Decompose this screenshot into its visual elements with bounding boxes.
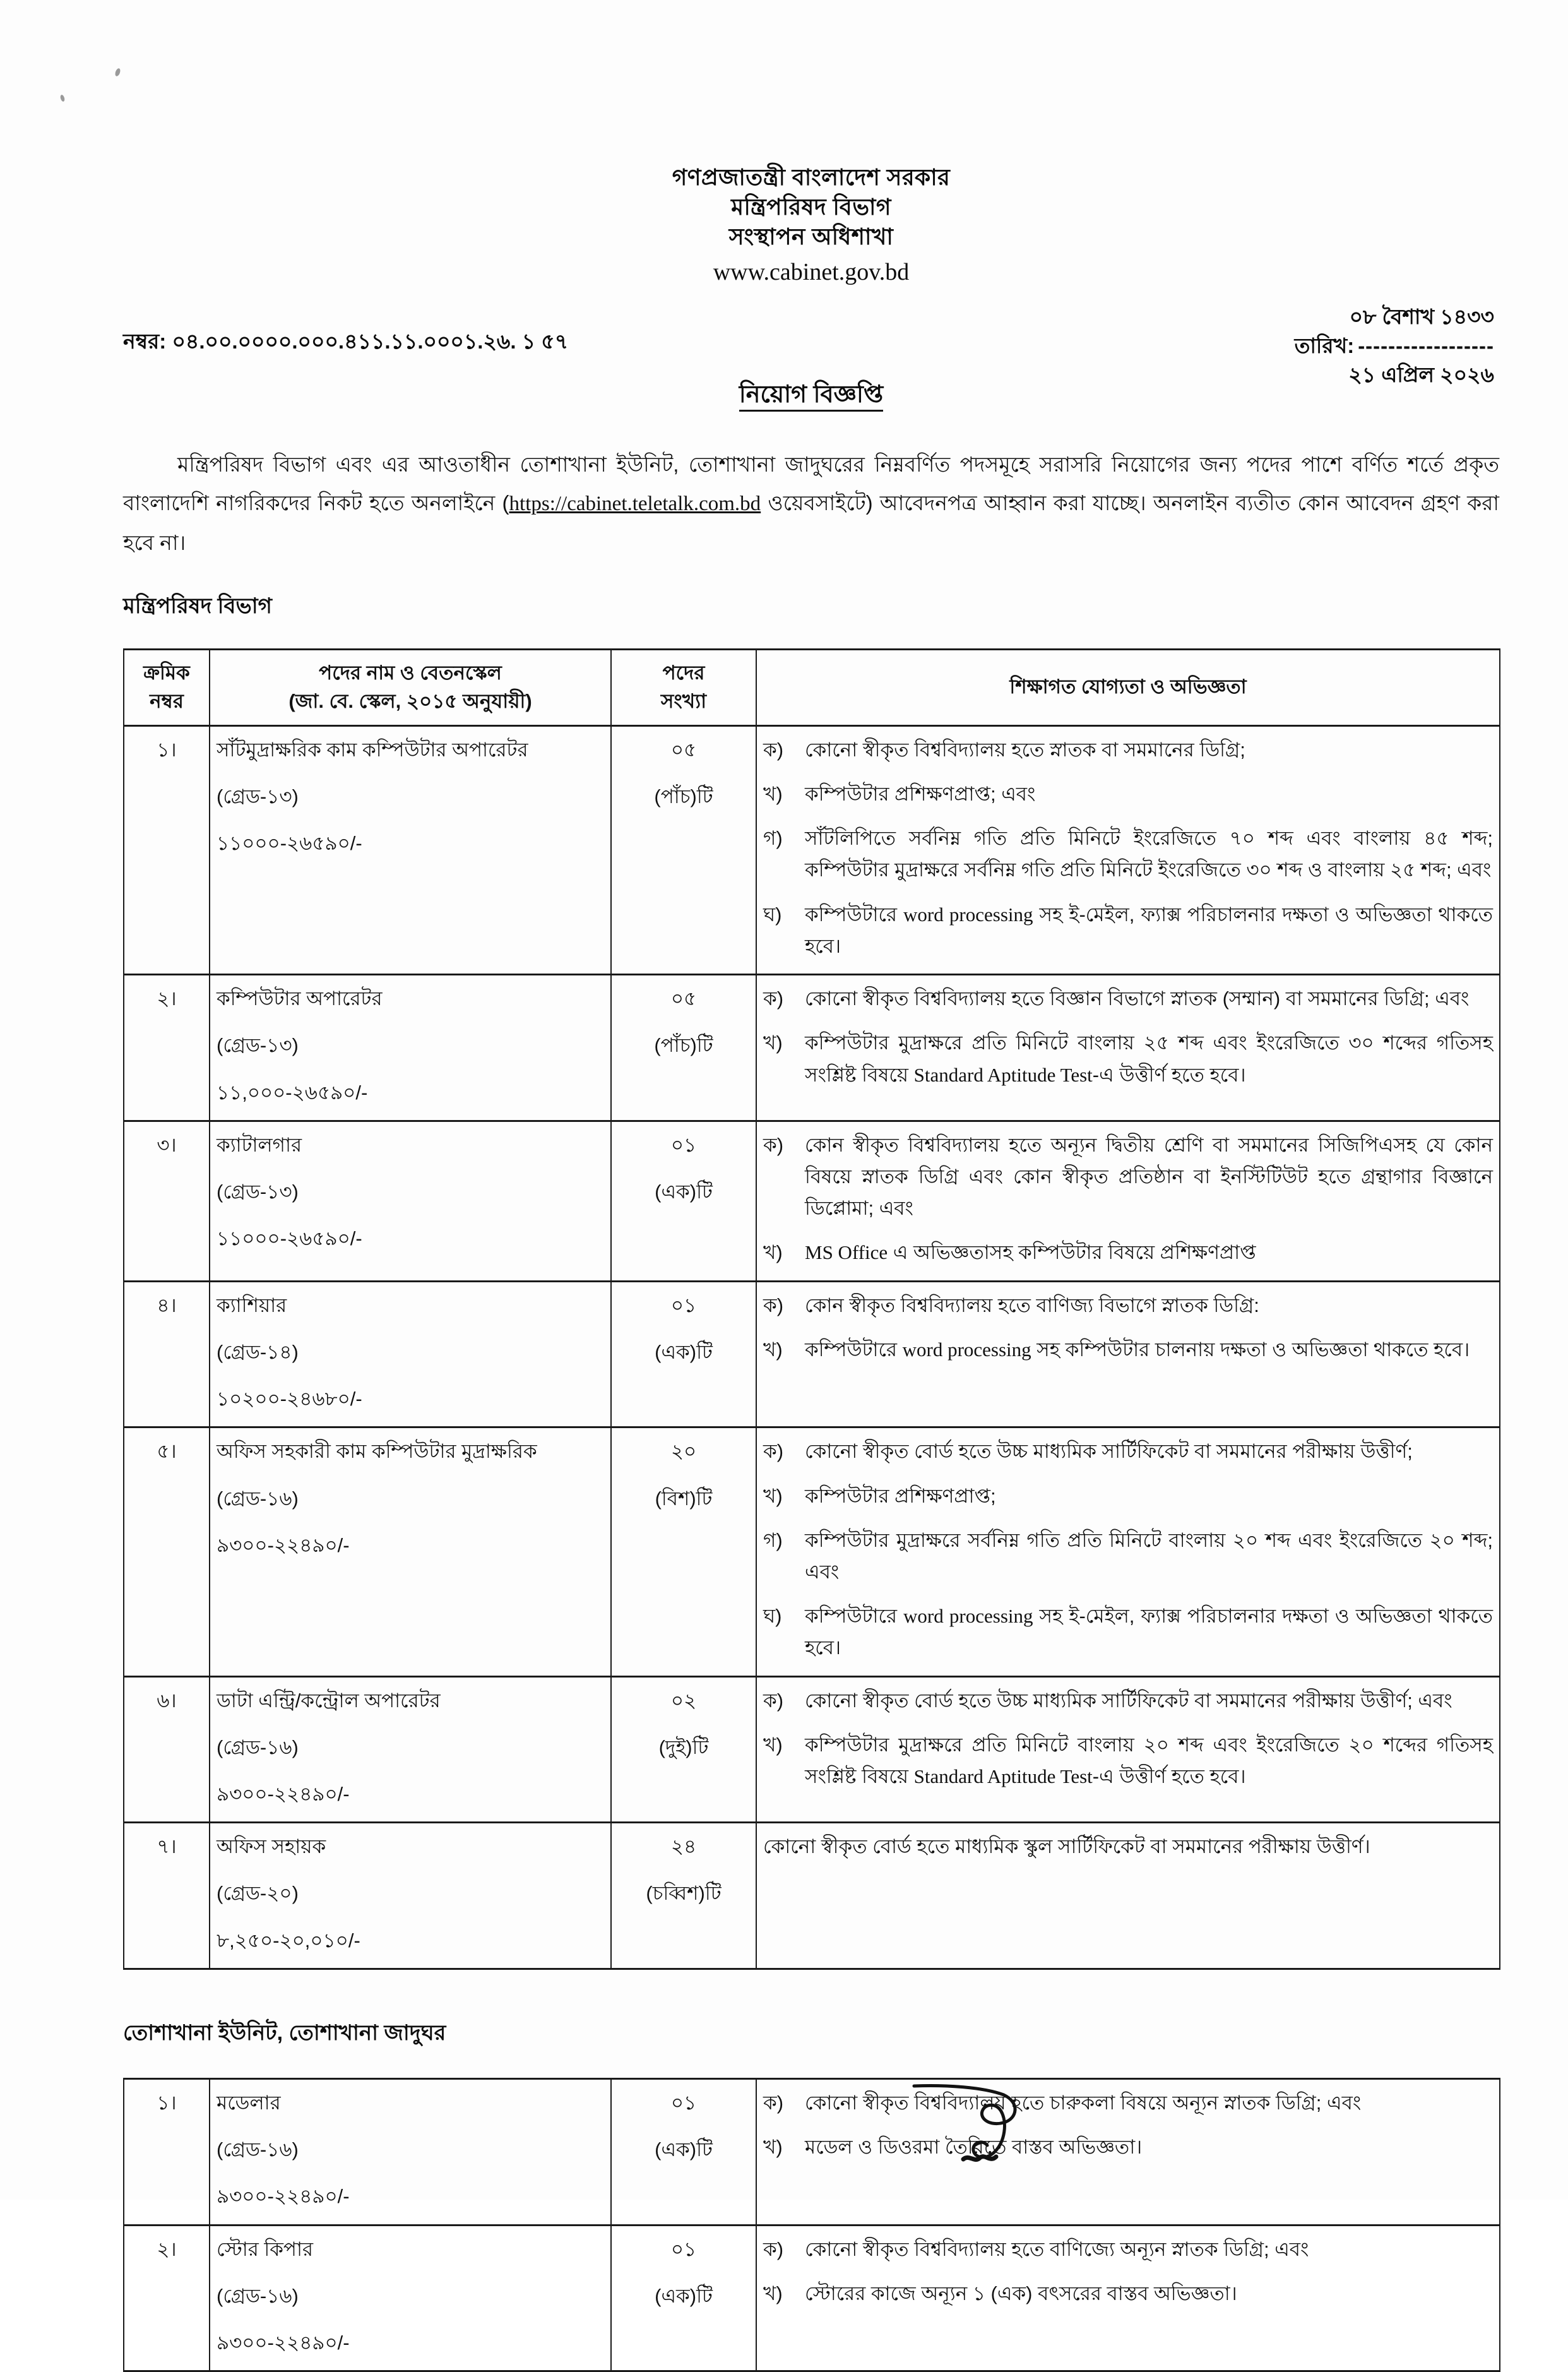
jobs-table-toshakhana-unit — [123, 2078, 1500, 2372]
cell-qualification — [756, 2078, 1500, 2225]
intro-paragraph — [123, 445, 1499, 562]
cell-serial: ১। — [124, 2078, 210, 2225]
scan-speck — [114, 68, 121, 77]
cell-post-name — [210, 1823, 611, 1969]
qualification-item — [763, 1729, 1493, 1792]
qualification-list — [763, 2234, 1493, 2309]
qualification-marker: ঘ) — [763, 1605, 782, 1628]
cell-serial: ২। — [124, 975, 210, 1121]
qualification-marker: গ) — [763, 827, 783, 850]
table-row — [124, 725, 1500, 974]
table-row — [124, 1121, 1500, 1281]
qualification-item — [763, 1600, 1493, 1664]
qualification-text: কম্পিউটার মুদ্রাক্ষরে প্রতি মিনিটে বাংলায় ২৫ শব্দ এবং ইংরেজিতে ৩০ শব্দের গতিসহ সংশ্লিষ্ট বিষয়ে Standard Aptitude Test-এ উত্তীর্ণ হতে হবে। — [805, 1032, 1493, 1086]
post-count-word: (এক)টি — [655, 2138, 713, 2161]
cell-post-name — [210, 975, 611, 1121]
qualification-marker: ক) — [763, 2238, 784, 2260]
qualification-text: কোনো স্বীকৃত বিশ্ববিদ্যালয় হতে বিজ্ঞান বিভাগে স্নাতক (সম্মান) বা সমমানের ডিগ্রি; এবং — [805, 987, 1470, 1010]
table-row — [124, 1676, 1500, 1823]
cell-post-count — [611, 2078, 756, 2225]
qualification-marker: খ) — [763, 1241, 783, 1264]
qualification-marker: ক) — [763, 1440, 784, 1463]
cell-post-count — [611, 975, 756, 1121]
table-row — [124, 1823, 1500, 1969]
cell-qualification — [756, 1427, 1500, 1676]
qualification-text: কোনো স্বীকৃত বিশ্ববিদ্যালয় হতে বাণিজ্যে অন্যূন স্নাতক ডিগ্রি; এবং — [805, 2238, 1309, 2260]
post-salary-scale: ১১০০০-২৬৫৯০/- — [217, 832, 362, 855]
bangla-date: ০৮ বৈশাখ ১৪৩৩ — [1349, 304, 1494, 328]
jobs-table-cabinet-division — [123, 648, 1500, 1970]
website-url[interactable]: www.cabinet.gov.bd — [713, 259, 910, 286]
cell-serial: ৫। — [124, 1427, 210, 1676]
qualification-marker: গ) — [763, 1529, 783, 1551]
qualification-item — [763, 1334, 1493, 1366]
masthead — [123, 0, 1499, 289]
cell-post-count — [611, 2225, 756, 2371]
post-title: ক্যাশিয়ার — [217, 1294, 287, 1316]
qualification-text: কম্পিউটার মুদ্রাক্ষরে সর্বনিম্ন গতি প্রতি মিনিটে বাংলায় ২০ শব্দ এবং ইংরেজিতে ২০ শব্দ; এবং — [805, 1529, 1493, 1583]
qualification-text: কম্পিউটারে word processing সহ ই-মেইল, ফ্যাক্স পরিচালনার দক্ষতা ও অভিজ্ঞতা থাকতে হবে। — [805, 903, 1494, 957]
cell-post-name — [210, 1676, 611, 1823]
qualification-item — [763, 2131, 1493, 2163]
qualification-text: কম্পিউটার প্রশিক্ষণপ্রাপ্ত; — [805, 1484, 996, 1507]
post-count-number: ০১ — [670, 1133, 697, 1156]
post-salary-scale: ৯৩০০-২২৪৯০/- — [217, 1783, 350, 1806]
col-header-post-line1: পদের নাম ও বেতনস্কেল — [319, 661, 502, 684]
qualification-marker: খ) — [763, 1484, 783, 1507]
intro-before-link: মন্ত্রিপরিষদ বিভাগ এবং এর আওতাধীন তোশাখানা ইউনিট, তোশাখানা জাদুঘরের নিম্নবর্ণিত পদসমূহে সরাসরি নিয়োগের জন্য পদের পাশে বর্ণিত শর্তে প্রকৃত বাংলাদেশি নাগরিকদের নিকট হতে অনলাইনে ( — [123, 452, 1499, 515]
post-grade: (গ্রেড-১৬) — [217, 2138, 299, 2161]
post-grade: (গ্রেড-১৩) — [217, 785, 299, 808]
post-count-number: ০৫ — [670, 987, 697, 1010]
post-count-word: (এক)টি — [655, 1340, 713, 1363]
scan-speck — [59, 94, 65, 102]
post-count-word: (পাঁচ)টি — [654, 1034, 713, 1057]
signature-mark — [909, 2083, 1098, 2178]
table-header-row — [124, 649, 1500, 725]
post-count-word: (বিশ)টি — [655, 1487, 713, 1510]
qualification-marker: খ) — [763, 2136, 783, 2159]
qualification-text: কোনো স্বীকৃত বিশ্ববিদ্যালয় হতে চারুকলা বিষয়ে অন্যূন স্নাতক ডিগ্রি; এবং — [805, 2091, 1362, 2114]
qualification-item — [763, 899, 1493, 962]
qualification-marker: খ) — [763, 1032, 783, 1054]
cell-post-count — [611, 1676, 756, 1823]
table-body — [124, 2078, 1500, 2371]
qualification-item — [763, 823, 1493, 886]
post-count-number: ০১ — [670, 2238, 697, 2260]
branch-name: সংস্থাপন অধিশাখা — [728, 223, 894, 249]
table-row — [124, 1427, 1500, 1676]
table-row — [124, 2078, 1500, 2225]
qualification-text: মডেল ও ডিওরমা তৈরিতে বাস্তব অভিজ্ঞতা। — [805, 2136, 1143, 2159]
qualification-text: কম্পিউটার প্রশিক্ষণপ্রাপ্ত; এবং — [805, 783, 1036, 806]
cell-qualification — [756, 975, 1500, 1121]
qualification-item — [763, 1481, 1493, 1512]
table-row — [124, 2225, 1500, 2371]
qualification-list — [763, 1290, 1493, 1366]
post-title: মডেলার — [217, 2091, 281, 2114]
date-label: তারিখ: — [1294, 333, 1355, 357]
qualification-item — [763, 1685, 1493, 1717]
qualification-text: কোন স্বীকৃত বিশ্ববিদ্যালয় হতে অন্যূন দ্বিতীয় শ্রেণি বা সমমানের সিজিপিএসহ যে কোন বিষয়ে স্নাতক ডিগ্রি এবং কোন স্বীকৃত প্রতিষ্ঠান বা ইনস্টিটিউট হতে গ্রন্থাগার বিজ্ঞানে ডিপ্লোমা; এবং — [805, 1133, 1493, 1220]
qualification-list — [763, 1129, 1493, 1269]
cell-post-name — [210, 725, 611, 974]
cell-serial: ৩। — [124, 1121, 210, 1281]
qualification-text: MS Office এ অভিজ্ঞতাসহ কম্পিউটার বিষয়ে প্রশিক্ষণপ্রাপ্ত — [805, 1241, 1256, 1264]
post-grade: (গ্রেড-১৩) — [217, 1180, 299, 1203]
qualification-item — [763, 2278, 1493, 2309]
post-grade: (গ্রেড-১৬) — [217, 2284, 299, 2307]
cell-post-name — [210, 1121, 611, 1281]
cell-post-name — [210, 2078, 611, 2225]
col-header-count-line1: পদের — [662, 661, 705, 684]
qualification-marker: ঘ) — [763, 903, 782, 926]
post-salary-scale: ১০২০০-২৪৬৮০/- — [217, 1388, 362, 1410]
intro-after-link: ওয়েবসাইটে) আবেদনপত্র আহ্বান করা যাচ্ছে। অনলাইন ব্যতীত কোন আবেদন গ্রহণ করা হবে না। — [123, 491, 1499, 554]
qualification-list — [763, 734, 1493, 962]
col-header-serial: ক্রমিক নম্বর — [124, 649, 210, 725]
qualification-text: কম্পিউটার মুদ্রাক্ষরে প্রতি মিনিটে বাংলায় ২০ শব্দ এবং ইংরেজিতে ২০ শব্দের গতিসহ সংশ্লিষ্ট বিষয়ে Standard Aptitude Test-এ উত্তীর্ণ হতে হবে। — [805, 1733, 1493, 1788]
col-header-post-count — [611, 649, 756, 725]
cell-post-count — [611, 1281, 756, 1427]
cell-qualification — [756, 1281, 1500, 1427]
cell-serial: ১। — [124, 725, 210, 974]
english-date: ২১ এপ্রিল ২০২৬ — [1348, 363, 1494, 387]
qualification-item — [763, 2087, 1493, 2119]
cell-post-name — [210, 2225, 611, 2371]
cell-serial: ৭। — [124, 1823, 210, 1969]
qualification-text: কম্পিউটারে word processing সহ কম্পিউটার চালনায় দক্ষতা ও অভিজ্ঞতা থাকতে হবে। — [805, 1338, 1470, 1361]
post-grade: (গ্রেড-১৬) — [217, 1736, 299, 1758]
qualification-list — [763, 983, 1493, 1091]
post-count-number: ০২ — [670, 1689, 697, 1712]
qualification-marker: ক) — [763, 1294, 784, 1316]
cell-serial: ২। — [124, 2225, 210, 2371]
cell-qualification — [756, 1823, 1500, 1969]
qualification-item — [763, 1831, 1493, 1862]
post-count-word: (এক)টি — [655, 2284, 713, 2307]
post-count-number: ২৪ — [670, 1835, 697, 1858]
qualification-item — [763, 1027, 1493, 1090]
qualification-item — [763, 734, 1493, 766]
date-dashes: ------------------ — [1358, 333, 1494, 357]
date-label-row — [1295, 331, 1494, 361]
post-count-number: ০১ — [670, 1294, 697, 1316]
post-count-word: (পাঁচ)টি — [654, 785, 713, 808]
qualification-marker: খ) — [763, 783, 783, 806]
application-website-link[interactable]: https://cabinet.teletalk.com.bd — [509, 492, 761, 515]
post-salary-scale: ৮,২৫০-২০,০১০/- — [217, 1929, 360, 1952]
page-title-text: নিয়োগ বিজ্ঞপ্তি — [739, 381, 883, 412]
qualification-item — [763, 1525, 1493, 1588]
post-grade: (গ্রেড-১৩) — [217, 1034, 299, 1057]
post-salary-scale: ৯৩০০-২২৪৯০/- — [217, 2332, 350, 2354]
cell-post-count — [611, 1121, 756, 1281]
cell-post-count — [611, 725, 756, 974]
post-grade: (গ্রেড-২০) — [217, 1882, 299, 1905]
qualification-marker: ক) — [763, 2091, 784, 2114]
qualification-marker: ক) — [763, 738, 784, 761]
post-salary-scale: ৯৩০০-২২৪৯০/- — [217, 2185, 350, 2208]
col-header-count-line2: সংখ্যা — [660, 689, 707, 712]
qualification-list — [763, 1831, 1493, 1862]
col-header-post-name — [210, 649, 611, 725]
qualification-text: স্টোরের কাজে অন্যূন ১ (এক) বৎসরের বাস্তব অভিজ্ঞতা। — [805, 2282, 1237, 2304]
post-salary-scale: ১১,০০০-২৬৫৯০/- — [217, 1081, 368, 1104]
post-grade: (গ্রেড-১৬) — [217, 1487, 299, 1510]
qualification-marker: খ) — [763, 1338, 783, 1361]
qualification-item — [763, 2234, 1493, 2265]
col-header-post-line2: (জা. বে. স্কেল, ২০১৫ অনুযায়ী) — [288, 689, 532, 712]
table-row — [124, 975, 1500, 1121]
cell-qualification — [756, 2225, 1500, 2371]
cell-post-name — [210, 1281, 611, 1427]
table-body — [124, 725, 1500, 1969]
qualification-list — [763, 1685, 1493, 1793]
cell-qualification — [756, 725, 1500, 974]
post-salary-scale: ১১০০০-২৬৫৯০/- — [217, 1227, 362, 1250]
qualification-text: কোনো স্বীকৃত বোর্ড হতে উচ্চ মাধ্যমিক সার্টিফিকেট বা সমমানের পরীক্ষায় উত্তীর্ণ; এবং — [805, 1689, 1452, 1712]
cell-post-count — [611, 1823, 756, 1969]
qualification-marker: ক) — [763, 987, 784, 1010]
qualification-marker: ক) — [763, 1689, 784, 1712]
post-count-number: ০১ — [670, 2091, 697, 2114]
division-name: মন্ত্রিপরিষদ বিভাগ — [731, 193, 891, 220]
document-content — [123, 0, 1499, 2372]
qualification-text: সাঁটলিপিতে সর্বনিম্ন গতি প্রতি মিনিটে ইংরেজিতে ৭০ শব্দ এবং বাংলায় ৪৫ শব্দ; কম্পিউটার মুদ্রাক্ষরে সর্বনিম্ন গতি প্রতি মিনিটে ইংরেজিতে ৩০ শব্দ ও বাংলায় ২৫ শব্দ; এবং — [805, 827, 1493, 881]
qualification-item — [763, 778, 1493, 810]
post-title: অফিস সহায়ক — [217, 1835, 326, 1858]
post-count-number: ০৫ — [670, 738, 697, 761]
post-title: কম্পিউটার অপারেটর — [217, 987, 383, 1010]
table-row — [124, 1281, 1500, 1427]
cell-serial: ৬। — [124, 1676, 210, 1823]
post-title: ডাটা এন্ট্রি/কন্ট্রোল অপারেটর — [217, 1689, 441, 1712]
post-count-number: ২০ — [670, 1440, 697, 1463]
qualification-item — [763, 983, 1493, 1015]
post-grade: (গ্রেড-১৪) — [217, 1340, 299, 1363]
qualification-marker: খ) — [763, 1733, 783, 1756]
qualification-item — [763, 1129, 1493, 1225]
qualification-list — [763, 2087, 1493, 2163]
qualification-text: কোনো স্বীকৃত বিশ্ববিদ্যালয় হতে স্নাতক বা সমমানের ডিগ্রি; — [805, 738, 1245, 761]
post-count-word: (দুই)টি — [658, 1736, 709, 1758]
cell-qualification — [756, 1676, 1500, 1823]
qualification-text: কম্পিউটারে word processing সহ ই-মেইল, ফ্যাক্স পরিচালনার দক্ষতা ও অভিজ্ঞতা থাকতে হবে। — [805, 1605, 1494, 1659]
qualification-text: কোনো স্বীকৃত বোর্ড হতে মাধ্যমিক স্কুল সার্টিফিকেট বা সমমানের পরীক্ষায় উত্তীর্ণ। — [763, 1835, 1370, 1858]
cell-qualification — [756, 1121, 1500, 1281]
section-heading-cabinet-division: মন্ত্রিপরিষদ বিভাগ — [123, 593, 272, 618]
post-title: অফিস সহকারী কাম কম্পিউটার মুদ্রাক্ষরিক — [217, 1440, 537, 1463]
memo-number: নম্বর: ০৪.০০.০০০০.০০০.৪১১.১১.০০০১.২৬. ১ ৫৭ — [123, 329, 569, 353]
qualification-text: কোনো স্বীকৃত বোর্ড হতে উচ্চ মাধ্যমিক সার্টিফিকেট বা সমমানের পরীক্ষায় উত্তীর্ণ; — [805, 1440, 1413, 1463]
qualification-marker: ক) — [763, 1133, 784, 1156]
section-heading-toshakhana-unit: তোশাখানা ইউনিট, তোশাখানা জাদুঘর — [123, 2020, 446, 2045]
post-title: স্টোর কিপার — [217, 2238, 314, 2260]
table-head — [124, 649, 1500, 725]
date-block — [1295, 302, 1494, 390]
cell-serial: ৪। — [124, 1281, 210, 1427]
qualification-marker: খ) — [763, 2282, 783, 2304]
government-name: গণপ্রজাতন্ত্রী বাংলাদেশ সরকার — [672, 164, 951, 190]
post-title: ক্যাটালগার — [217, 1133, 302, 1156]
qualification-item — [763, 1290, 1493, 1321]
post-count-word: (চব্বিশ)টি — [646, 1882, 722, 1905]
cell-post-count — [611, 1427, 756, 1676]
memo-row — [123, 302, 1499, 416]
qualification-item — [763, 1436, 1493, 1467]
post-salary-scale: ৯৩০০-২২৪৯০/- — [217, 1534, 350, 1556]
cell-post-name — [210, 1427, 611, 1676]
qualification-list — [763, 1436, 1493, 1664]
col-header-qualification: শিক্ষাগত যোগ্যতা ও অভিজ্ঞতা — [756, 649, 1500, 725]
post-title: সাঁটমুদ্রাক্ষরিক কাম কম্পিউটার অপারেটর — [217, 738, 528, 761]
qualification-text: কোন স্বীকৃত বিশ্ববিদ্যালয় হতে বাণিজ্য বিভাগে স্নাতক ডিগ্রি: — [805, 1294, 1259, 1316]
qualification-item — [763, 1237, 1493, 1268]
post-count-word: (এক)টি — [655, 1180, 713, 1203]
